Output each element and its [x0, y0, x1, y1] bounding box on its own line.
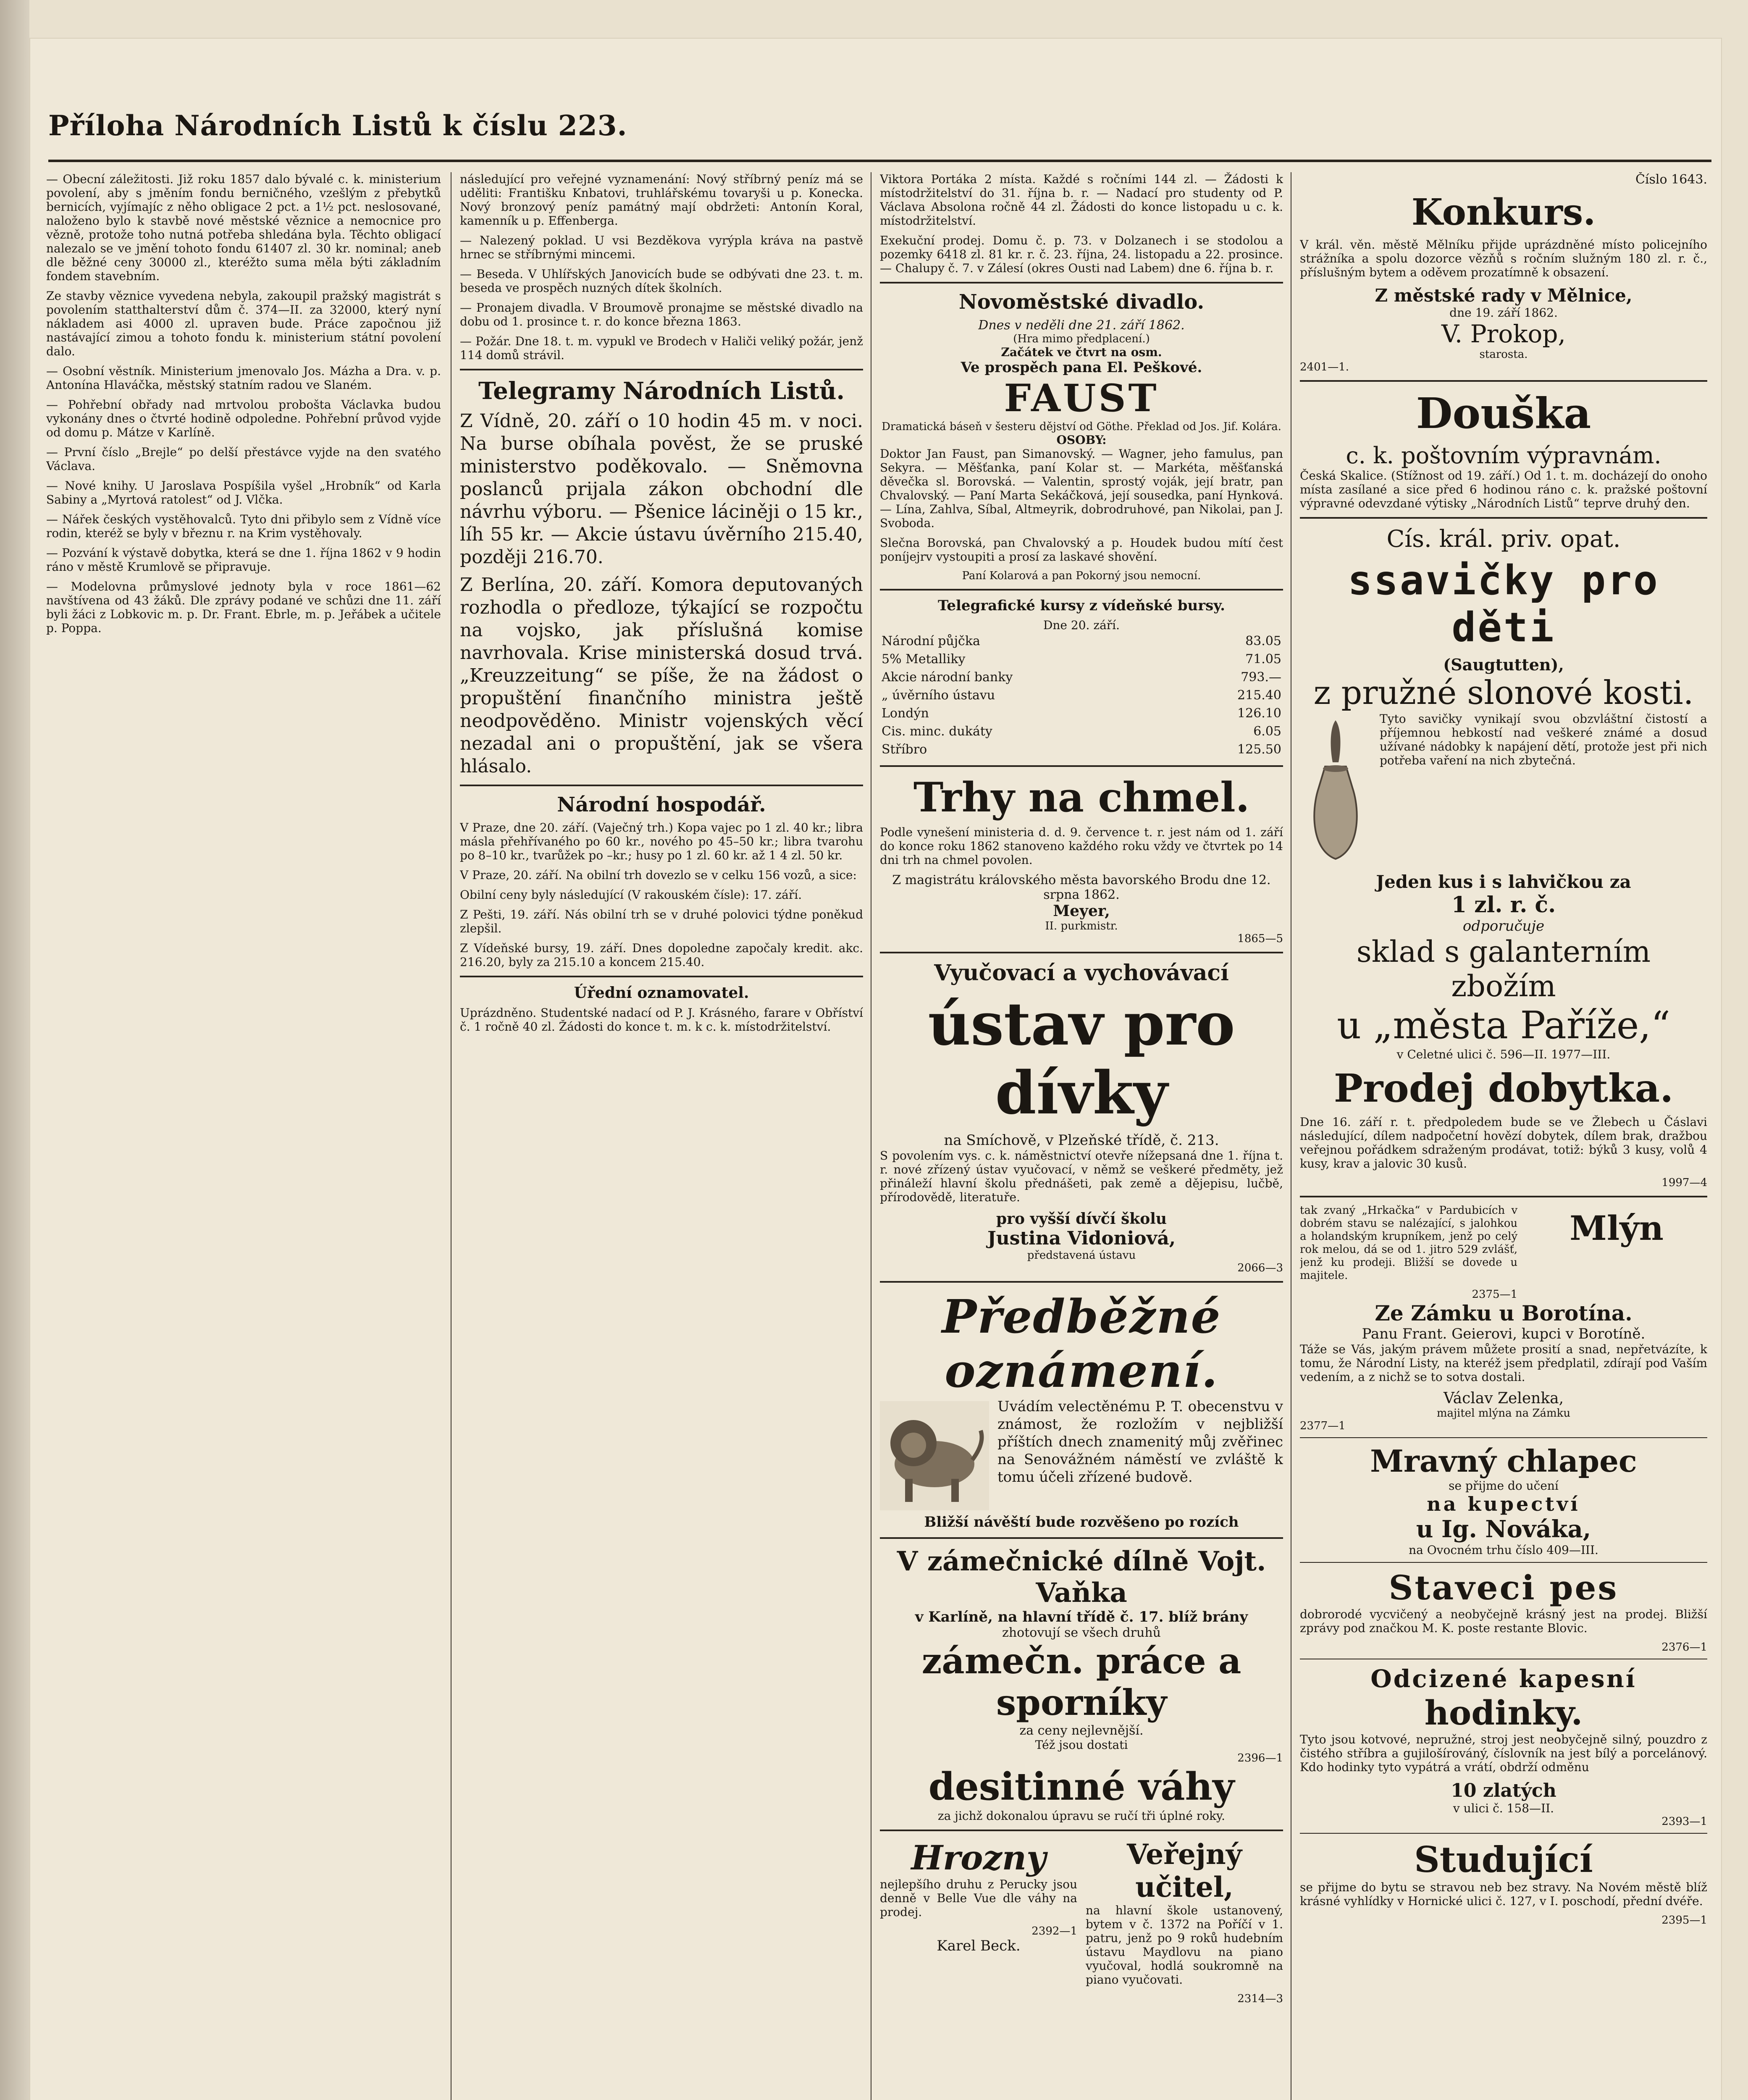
exchange-value: 71.05 — [1245, 652, 1281, 667]
theatre-end: Slečna Borovská, pan Chvalovský a p. Houdek budou mítí čest poníjejrv vystoupiti a prosí za laskavé shovění. — [880, 536, 1283, 564]
teats-piece: Jeden kus i s lahvičkou za — [1376, 872, 1631, 892]
economy-paragraph: V Praze, dne 20. září. (Vaječný trh.) Kopa vajec po 1 zl. 40 kr.; libra másla přehřívaného po 60 kr., nového po 45–50 kr.; libra tvarohu po 8–10 kr., tvarůžek po –kr.; husy po 1 zl. 60 kr. až 1 4 zl. 50 kr. — [460, 821, 863, 862]
hop-market-title: Trhy na chmel. — [913, 774, 1250, 821]
institute-text: S povolením vys. c. k. náměstnictví otevře nížepsaná dne 1. října t. r. nové zřízený ústav vyučovací, v němž se veškeré předměty, jež přináleží hlavní školu přednášeti, pak země a dějepisu, lučbě, přírodovědě, literatuře. — [880, 1149, 1283, 1204]
ad-number: 1865—5 — [1237, 932, 1283, 945]
article-paragraph: — Nalezený poklad. U vsi Bezděkova vyrýpla kráva na pastvě hrnec se stříbrnými mincemi. — [460, 234, 863, 261]
locksmith-sub: v Karlíně, na hlavní třídě č. 17. blíž brány — [915, 1609, 1248, 1625]
section-rule — [880, 1830, 1283, 1831]
article-paragraph: — Pohřební obřady nad mrtvolou probošta Václavka budou vykonány dnes o čtvrté hodině odpoledne. Pohřební průvod vyjde od domu p. Mátze v Karlíně. — [46, 398, 441, 439]
section-rule — [1300, 1437, 1707, 1438]
ad-number: 2377—1 — [1300, 1420, 1346, 1432]
hop-market-role: II. purkmistr. — [1045, 920, 1118, 932]
institute-name: Justina Vidoniová, — [987, 1228, 1176, 1249]
article-paragraph: — Požár. Dne 18. t. m. vypukl ve Brodech v Haliči veliký požár, jenž 114 domů strávil. — [460, 334, 863, 362]
teacher-text: na hlavní škole ustanovený, bytem v č. 1372 na Poříčí v 1. patru, jenž po 9 roků hudebním ústavu Maydlovu na piano vyučoval, hodlá soukromně na piano vyučovati. — [1086, 1903, 1283, 1987]
exchange-value: 125.50 — [1237, 742, 1281, 757]
article-paragraph: — Nářek českých vystěhovalců. Tyto dni přibylo sem z Vídně více rodin, kteréž se byly v březnu r. na Krim vystěhovaly. — [46, 512, 441, 540]
competition-name: V. Prokop, — [1441, 320, 1566, 348]
addendum-sub: c. k. poštovním výpravnám. — [1346, 442, 1661, 469]
competition-text: V král. věn. městě Mělníku přijde uprázdněné místo policejního strážníka a spolu dozorce vězňů s ročním služným 180 zl. r. č., příslušným bytem a oděvem prozatímně k obsazení. — [1300, 238, 1707, 279]
economy-title: Národní hospodář. — [557, 793, 766, 816]
article-paragraph: — Modelovna průmyslové jednoty byla v roce 1861—62 navštívena od 43 žáků. Dle zprávy podané ve schůzi dne 11. září byli žáci z Lobkovic m. p. Dr. Frant. Ebrle, m. p. Jeřábek a učitele p. Poppa. — [46, 580, 441, 635]
institute-place: na Smíchově, v Plzeňské třídě, č. 213. — [944, 1132, 1219, 1149]
addendum-text: Česká Skalice. (Stížnost od 19. září.) Od 1. t. m. docházejí do onoho místa zasílané a sice před 6 hodinou ráno c. k. pražské poštovní výpravné odevzdané výtisky „Národních Listů“ teprve druhý den. — [1300, 469, 1707, 510]
section-rule — [880, 765, 1283, 767]
section-rule — [880, 589, 1283, 591]
column-4 — [1300, 172, 1707, 2100]
official-notice-text: Uprázdněno. Studentské nadací od P. J. Krásného, farare v Obříství č. 1 ročně 40 zl. Žádosti do konce t. m. k c. k. místodržitelství. — [460, 1006, 863, 1034]
section-rule — [880, 1537, 1283, 1539]
article-paragraph: — Beseda. V Uhlířských Janovicích bude se odbývati dne 23. t. m. beseda ve prospěch nuzných dítek školních. — [460, 267, 863, 295]
theatre-start: Začátek ve čtvrt na osm. — [1001, 345, 1162, 359]
dog-text: dobrorodé vycvičený a neobyčejně krásný jest na prodej. Bližší zprávy pod značkou M. K. poste restante Blovic. — [1300, 1607, 1707, 1635]
exchange-title: Telegrafické kursy z vídeňské bursy. — [937, 597, 1226, 614]
cattle-sale-text: Dne 16. září r. t. předpoledem bude se ve Žlebech u Čáslavi následující, dílem nadpočetní hovězí dobytek, dílem brak, dražbou veřejnou pořádkem sdraženým prodávat, totiž: býků 3 kusy, volů 4 kusy, krav a jalovic 30 kusů. — [1300, 1115, 1707, 1171]
hop-market-sign: Z magistrátu královského města bavorského Brodu dne 12. srpna 1862. — [892, 873, 1271, 902]
article-paragraph: Ze stavby věznice vyvedena nebyla, zakoupil pražský magistrát s povolením statthalterství dům č. 374—II. za 32000, který nyní nákladem asi 4000 zl. upraven bude. Práce započnou již nastávající zimou a tohoto fondu k. ministerium státní povolení dalo. — [46, 289, 441, 358]
table-row — [880, 632, 1283, 650]
teats-recommends: odporučuje — [1462, 918, 1545, 934]
ad-number: 2392—1 — [1031, 1925, 1077, 1937]
castle-title: Ze Zámku u Borotína. — [1375, 1301, 1633, 1326]
ad-number: 2376—1 — [1661, 1641, 1707, 1654]
notice-paragraph: Exekuční prodej. Domu č. p. 73. v Dolzanech i se stodolou a pozemky 6418 zl. 81 kr. r. č. 23. října, 24. listopadu a 22. prosince. — Chalupy č. 7. v Zálesí (okres Ousti nad Labem) dne 6. října b. r. — [880, 234, 1283, 275]
article-paragraph: — Obecní záležitosti. Již roku 1857 dalo bývalé c. k. ministerium povolení, aby s jměním fondu berničného, vzešlým z přebytků bernicích, vyjímajíc z něho obligace 2 pct. a 1½ pct. neslosované, naloženo bylo k stavbě nové městské věznice a nemocnice pro vězně, protože toho nutná potřeba shledána byla. Těchto obligací nalezalo se ve jmění tohoto fondu 61407 zl. 30 kr. nominal; aneb dle běžné ceny 30000 zl., kteréžto suma měla býti základním fondem stavebním. — [46, 172, 441, 283]
mill-text: tak zvaný „Hrkačka“ v Pardubicích v dobrém stavu se nalézající, s jalohkou a holandským krupníkem, jenž po celý rok melou, dá se od 1. jitro 529 zvlášť, jenž ku prodeji. Bližší se dovede u majitele. — [1300, 1204, 1518, 1282]
economy-paragraph: Obilní ceny byly následující (V rakouském čísle): 17. září. — [460, 888, 802, 902]
exchange-value: 215.40 — [1237, 688, 1281, 703]
menagerie-title: Předběžné oznámení. — [942, 1289, 1221, 1398]
section-rule — [1300, 1562, 1707, 1563]
scales-text: za jichž dokonalou úpravu se ručí tři úplné roky. — [937, 1809, 1226, 1823]
exchange-value: 83.05 — [1245, 634, 1281, 648]
economy-paragraph: Z Vídeňské bursy, 19. září. Dnes dopoledne započaly kredit. akc. 216.20, byly za 215.10 a koncem 215.40. — [460, 941, 863, 969]
competition-sign: Z městské rady v Mělnice, — [1375, 285, 1633, 306]
student-text: se přijme do bytu se stravou neb bez stravy. Na Novém městě blíž krásné vyhlídky v Hornické ulici č. 127, v I. poschodí, přední dvéře. — [1300, 1880, 1707, 1908]
ad-number: 2314—3 — [1237, 1992, 1283, 2005]
theatre-cast-heading: OSOBY: — [1056, 433, 1107, 447]
castle-name: Václav Zelenka, — [1443, 1390, 1564, 1407]
newspaper-page — [29, 38, 1722, 2100]
theatre-play: FAUST — [1004, 376, 1159, 420]
institute-school: pro vyšší dívčí školu — [996, 1210, 1167, 1228]
store-name: u „města Paříže,“ — [1337, 1003, 1670, 1047]
exchange-value: 6.05 — [1253, 724, 1281, 739]
article-paragraph: — Pozvání k výstavě dobytka, která se dne 1. října 1862 v 9 hodin ráno v městě Krumlově se připravuje. — [46, 546, 441, 574]
exchange-date: Dne 20. září. — [1043, 618, 1120, 632]
mill-title: Mlýn — [1570, 1208, 1664, 1248]
section-rule — [1300, 1833, 1707, 1834]
right-split-ads — [1300, 1204, 1707, 1301]
watch-reward: 10 zlatých — [1451, 1780, 1556, 1801]
section-rule — [1300, 517, 1707, 519]
article-paragraph: — První číslo „Brejle“ po delší přestávce vyjde na den svatého Václava. — [46, 445, 441, 473]
column-1 — [46, 172, 441, 2100]
telegram-paragraph: Z Berlína, 20. září. Komora deputovaných rozhodla o předloze, týkající se rozpočtu na vojsko, jak příslušná komise navrhovala. Krise ministerská dosud trvá. „Kreuzzeitung“ se píše, že na žádost o propuštění finančního ministra ještě neodpověděno. Ministr vojenských věcí nezadal ani o propuštění, jak se všera hlásalo. — [460, 574, 863, 777]
hop-market-text: Podle vynešení ministeria d. d. 9. července t. r. jest nám od 1. září do konce roku 1862 stanoveno každého roku vždy ve čtvrtek po 14 dni trh na chmel povolen. — [880, 825, 1283, 867]
castle-role: majitel mlýna na Zámku — [1436, 1407, 1571, 1420]
teats-price: 1 zl. r. č. — [1451, 892, 1556, 918]
exchange-label: Stříbro — [882, 742, 927, 757]
table-row — [880, 704, 1283, 722]
column-3 — [880, 172, 1283, 2100]
table-row — [880, 668, 1283, 686]
theatre-sign: Paní Kolarová a pan Pokorný jsou nemocní. — [962, 570, 1201, 582]
ivory-title: z pružné slonové kosti. — [1313, 674, 1694, 712]
article-paragraph: — Nové knihy. U Jaroslava Pospíšila vyšel „Hrobník“ od Karla Sabiny a „Myrtová ratolest“ od J. Vlčka. — [46, 479, 441, 507]
ad-number: 2066—3 — [1237, 1262, 1283, 1274]
section-rule — [880, 1281, 1283, 1283]
economy-paragraph: Z Pešti, 19. září. Nás obilní trh se v druhé polovici týdne poněkud zlepšil. — [460, 908, 863, 935]
teats-sub: (Saugtutten), — [1443, 655, 1564, 674]
exchange-label: 5% Metalliky — [882, 652, 966, 667]
grapes-ad — [880, 1838, 1077, 2005]
apprentice-trade: na kupectví — [1427, 1493, 1580, 1515]
ad-number: 2393—1 — [1661, 1815, 1707, 1828]
castle-text: Táže se Vás, jakým právem můžete prosití a snad, nepřetvázíte, k tomu, že Národní Listy, na kteréž jsem předplatil, zdírají pod Vaším vedením, a z nichž se to sotva dostali. — [1300, 1342, 1707, 1384]
ad-number: 1997—4 — [1661, 1176, 1707, 1189]
split-right — [1526, 1204, 1707, 1301]
theatre-benefit: Ve prospěch pana El. Peškové. — [961, 359, 1202, 376]
hop-market-name: Meyer, — [1053, 902, 1110, 920]
section-rule — [460, 976, 863, 977]
split-left — [1300, 1204, 1517, 1301]
apprentice-sub: se přijme do učení — [1449, 1479, 1559, 1493]
table-row — [880, 740, 1283, 759]
binding-strip — [0, 0, 29, 2100]
exchange-value: 793.— — [1241, 670, 1281, 685]
locksmith-big: zámečn. práce a sporníky — [921, 1640, 1241, 1723]
exchange-label: Akcie národní banky — [882, 670, 1013, 685]
apprentice-title: Mravný chlapec — [1370, 1443, 1637, 1479]
competition-date: dne 19. září 1862. — [1449, 306, 1558, 320]
watch-title-1: Odcizené kapesní — [1370, 1664, 1637, 1693]
section-rule — [460, 369, 863, 370]
menagerie-text: Uvádím velectěnému P. T. obecenstvu v známost, že rozložím v nejbližší příštích dnech znamenitý můj zvěřinec na Senovážném náměstí ve zvláště k tomu účeli zřízené budově. — [997, 1398, 1283, 1486]
theatre-date: Dnes v neděli dne 21. září 1862. — [978, 318, 1185, 333]
notice-paragraph: Viktora Portáka 2 místa. Každé s ročními 144 zl. — Žádosti k místodržitelství do 31. října b. r. — Nadací pro studenty od P. Václava Absolona ročně 44 zl. Žádosti do konce listopadu u c. k. místodržitelství. — [880, 172, 1283, 228]
student-title: Studující — [1414, 1839, 1593, 1880]
competition-role: starosta. — [1479, 348, 1528, 361]
header-rule — [48, 160, 1711, 162]
exchange-label: Londýn — [882, 706, 929, 721]
article-paragraph: — Osobní věstník. Ministerium jmenovalo Jos. Mázha a Dra. v. p. Antonína Hlaváčka, městský statním radou ve Slaném. — [46, 364, 441, 392]
theatre-note: (Hra mimo předplacení.) — [1013, 333, 1150, 345]
watch-title-2: hodinky. — [1424, 1693, 1583, 1732]
article-paragraph: — Pronajem divadla. V Broumově pronajme se městské divadlo na dobu od 1. prosince t. r. do konce března 1863. — [460, 301, 863, 328]
locksmith-price: za ceny nejlevnější. — [1019, 1723, 1144, 1738]
apprentice-who: u Ig. Nováka, — [1416, 1515, 1591, 1543]
bottom-ads — [880, 1838, 1283, 2005]
ad-number: 2401—1. — [1300, 361, 1349, 373]
institute-title: ústav pro dívky — [928, 990, 1235, 1128]
addendum-title: Douška — [1416, 388, 1591, 438]
apprentice-addr: na Ovocném trhu číslo 409—III. — [1409, 1543, 1598, 1557]
ad-number: 2395—1 — [1661, 1914, 1707, 1927]
locksmith-line: zhotovují se všech druhů — [1002, 1625, 1161, 1640]
competition-title: Konkurs. — [1411, 191, 1596, 234]
dog-title: Staveci pes — [1388, 1568, 1619, 1607]
store-line: sklad s galanterním zbožím — [1356, 934, 1651, 1003]
telegram-section — [460, 377, 863, 778]
table-row — [880, 686, 1283, 704]
watch-text: Tyto jsou kotvové, nepružné, stroj jest neobyčejně silný, pouzdro z čistého stříbra a gujilošírováný, číslovník na jest bílý a porcelánový. Kdo hodinky tyto vypátrá a vrátí, obdrží odměnu — [1300, 1732, 1707, 1774]
institute-pretitle: Vyučovací a vychovávací — [934, 960, 1229, 986]
official-notice-title: Úřední oznamovatel. — [574, 984, 749, 1002]
telegram-title: Telegramy Národních Listů. — [478, 377, 845, 405]
section-rule — [1300, 380, 1707, 382]
lion-illustration — [880, 1401, 989, 1510]
teats-title: ssavičky pro děti — [1348, 557, 1659, 651]
theatre-title: Novoměstské divadlo. — [958, 290, 1205, 314]
issue-number: Číslo 1643. — [1635, 172, 1707, 187]
economy-paragraph: V Praze, 20. září. Na obilní trh dovezlo se v celku 156 vozů, a sice: — [460, 868, 857, 882]
exchange-label: „ úvěrního ústavu — [882, 688, 995, 703]
bottle-illustration — [1300, 716, 1371, 867]
theatre-subtitle: Dramatická báseň v šesteru dějství od Göthe. Překlad od Jos. Jif. Kolára. — [882, 420, 1281, 433]
locksmith-title: V zámečnické dílně Vojt. Vaňka — [897, 1546, 1266, 1609]
theatre-cast: Doktor Jan Faust, pan Simanovský. — Wagner, jeho famulus, pan Sekyra. — Měšťanka, paní Kolar st. — Markéta, měšťanská děvečka sl. Borovská. — Valentin, sprostý voják, její bratr, pan Chvalovský. — Paní Marta Sekáčková, její sousedka, paní Hynková. — Lína, Zahlva, Síbal, Altmeyrik, dobrodruhové, pan Nikolai, pan J. Svoboda. — [880, 447, 1283, 530]
exchange-table — [880, 632, 1283, 759]
page-header — [48, 109, 1711, 160]
castle-sub: Panu Frant. Geierovi, kupci v Borotíně. — [1362, 1326, 1646, 1342]
supplement-title: Příloha Národních Listů k číslu 223. — [48, 109, 627, 142]
teats-text: Tyto savičky vynikají svou obzvláštní čistostí a příjemnou hebkostí nad veškeré známé a dosud užívané nádobky k napájení dětí, protože jest při nich potřeba vaření na nich zbytečná. — [1380, 712, 1707, 767]
privilege-title: Cís. král. priv. opat. — [1386, 525, 1621, 553]
grapes-text: nejlepšího druhu z Perucky jsou denně v Belle Vue dle váhy na prodej. — [880, 1877, 1077, 1919]
grapes-title: Hrozny — [911, 1838, 1046, 1877]
exchange-label: Národní půjčka — [882, 634, 980, 648]
table-row — [880, 722, 1283, 740]
grapes-name: Karel Beck. — [937, 1937, 1021, 1954]
article-paragraph: následující pro veřejné vyznamenání: Nový stříbrný peníz má se uděliti: Františku Knbatovi, truhlářskému tovaryši u p. Konecka. Nový bronzový peníz památný mají obdržeti: Antonín Koral, kamenník u p. Effenberga. — [460, 172, 863, 228]
table-row — [880, 650, 1283, 668]
cattle-sale-title: Prodej dobytka. — [1333, 1066, 1674, 1111]
teacher-title: Veřejný učitel, — [1126, 1838, 1242, 1903]
section-rule — [880, 952, 1283, 953]
watch-address: v ulici č. 158—II. — [1453, 1801, 1554, 1815]
teacher-ad — [1086, 1838, 1283, 2005]
ad-number: 2375—1 — [1472, 1288, 1518, 1301]
institute-role: představená ústavu — [1027, 1249, 1136, 1262]
section-rule — [460, 785, 863, 786]
exchange-value: 126.10 — [1237, 706, 1281, 721]
exchange-label: Cis. minc. dukáty — [882, 724, 992, 739]
scales-title: desitinné váhy — [928, 1764, 1235, 1809]
store-address: v Celetné ulici č. 596—II. 1977—III. — [1396, 1047, 1611, 1061]
section-rule — [1300, 1196, 1707, 1197]
section-rule — [880, 282, 1283, 284]
column-2 — [460, 172, 863, 2100]
telegram-paragraph: Z Vídně, 20. září o 10 hodin 45 m. v noci. Na burse obíhala pověst, že se pruské ministerstvo poděkovalo. — Sněmovna poslanců prijala zákon obchodní dle návrhu výboru. — Pšenice láciněji o 15 kr., líh 55 kr. — Akcie ústavu úvěrního 215.40, později 216.70. — [460, 410, 863, 568]
menagerie-bottom: Bližší návěští bude rozvěšeno po rozích — [924, 1514, 1239, 1530]
locksmith-also: Též jsou dostati — [1035, 1738, 1128, 1752]
ad-number: 2396—1 — [1237, 1752, 1283, 1764]
